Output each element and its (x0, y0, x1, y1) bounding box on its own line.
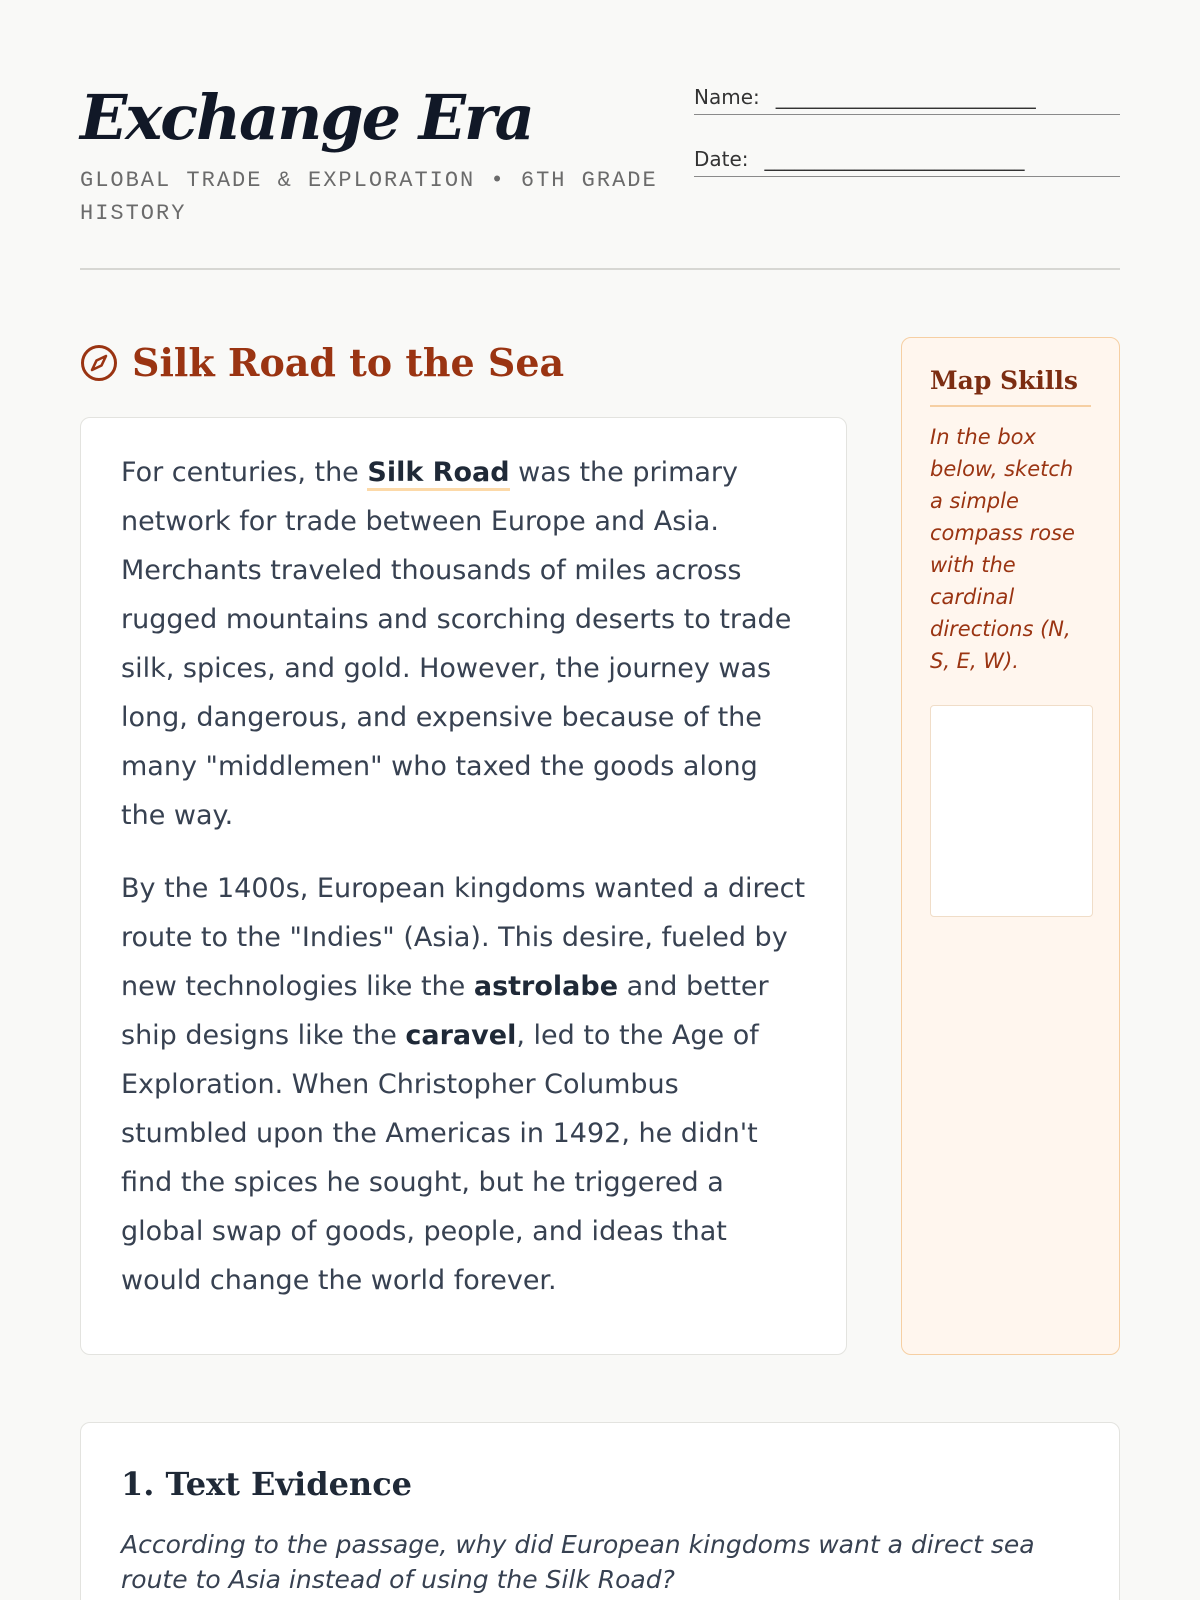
p1-text-b: was the primary network for trade between Europe and Asia. Merchants traveled thousands of miles across rugged mountains and scorching deserts to trade silk, spices, and gold. However, the journey was long, dangerous, and expensive because of the many "middlemen" who taxed the goods along the way. (121, 457, 792, 831)
name-label: Name: (694, 85, 760, 109)
reading-passage (80, 417, 847, 1355)
question-title: 1. Text Evidence (121, 1465, 413, 1503)
sketch-box[interactable] (930, 705, 1093, 917)
term-astrolabe: astrolabe (473, 971, 619, 1002)
term-caravel: caravel (405, 1020, 517, 1051)
p1-text-a: For centuries, the (121, 457, 368, 488)
name-field[interactable] (694, 80, 1120, 115)
passage-paragraph-2 (121, 864, 806, 1305)
name-blank: __________________________ (775, 85, 1036, 109)
date-field[interactable] (694, 142, 1120, 177)
map-skills-sidebar (901, 337, 1120, 1355)
worksheet-subtitle: GLOBAL TRADE & EXPLORATION • 6TH GRADE HISTORY (80, 168, 658, 226)
section-title: Silk Road to the Sea (132, 340, 565, 385)
passage-paragraph-1 (121, 448, 806, 840)
p2-text-b: and better ship designs like the (121, 971, 769, 1051)
worksheet-title: Exchange Era (80, 81, 533, 154)
date-label: Date: (694, 147, 749, 171)
student-fields (694, 80, 1120, 204)
p2-text-a: By the 1400s, European kingdoms wanted a direct route to the "Indies" (Asia). This desire, fueled by new technologies like the (121, 873, 806, 1002)
question-card (80, 1422, 1120, 1600)
worksheet-header (80, 80, 1120, 270)
p2-text-c: , led to the Age of Exploration. When Christopher Columbus stumbled upon the Americas in 1492, he didn't find the spices he sought, but he triggered a global swap of goods, people, and ideas that would change the world forever. (121, 1020, 759, 1296)
compass-icon (80, 344, 118, 382)
sidebar-instructions: In the box below, sketch a simple compass rose with the cardinal directions (N, S, E, W). (930, 425, 1075, 673)
question-prompt: According to the passage, why did European kingdoms want a direct sea route to Asia instead of using the Silk Road? (121, 1530, 1035, 1594)
section-heading (80, 340, 564, 385)
term-silk-road: Silk Road (367, 457, 509, 491)
sidebar-title: Map Skills (930, 366, 1091, 407)
date-blank: __________________________ (764, 147, 1025, 171)
